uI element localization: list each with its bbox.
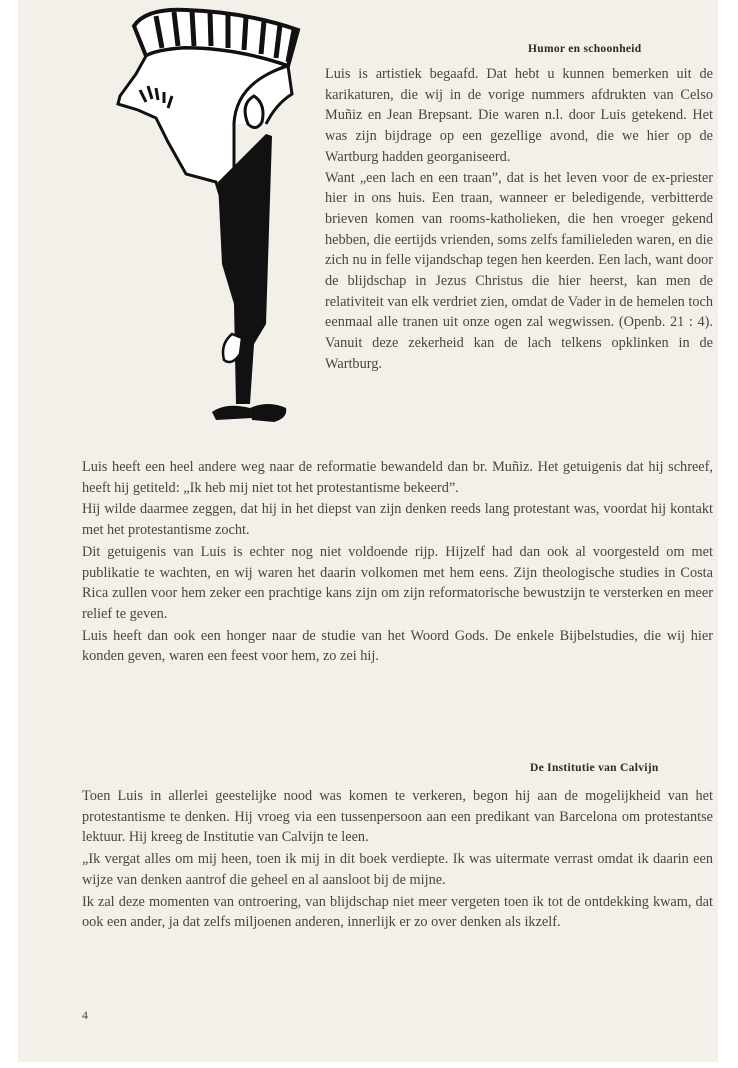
paragraph: Toen Luis in allerlei geestelijke nood was komen te verkeren, begon hij aan de mogelijkheid van het protestantisme te denken. Hij vroeg via een tussenpersoon aan een predikant van Barcelona om protestantse lektuur. Hij kreeg de Institutie van Calvijn te leen. (82, 788, 713, 846)
body-text-block-2 (82, 786, 713, 934)
caricature-drawing (116, 4, 316, 434)
page-number: 4 (82, 1008, 88, 1022)
paragraph: Ik zal deze momenten van ontroering, van blijdschap niet meer vergeten toen ik tot de ontdekking kwam, dat ook een ander, ja dat zelfs miljoenen anderen, innerlijk er zo over denken als ikzelf. (82, 893, 713, 931)
paragraph: „Ik vergat alles om mij heen, toen ik mij in dit boek verdiepte. Ik was uitermate verrast omdat ik daarin een wijze van denken aantrof die geheel en al aansloot bij de mijne. (82, 851, 713, 888)
paragraph: Want „een lach en een traan”, dat is het leven voor de ex-priester hier in ons huis. Een traan, wanneer er beledigende, verbitterde brieven komen van rooms-katholieken, die hen vroeger gekend hebben, die eertijds vrienden, soms zelfs familieleden waren, en die zich nu in felle vijandschap tegen hen keerden. Een lach, want door de blijdschap in Jezus Christus die hier heerst, kan men de relativiteit van elk verdriet zien, omdat de Vader in de hemelen toch eenmaal alle tranen uit onze ogen zal wegwissen. (Openb. 21 : 4). Vanuit deze zekerheid kan de lach telkens opklinken in de Wartburg. (325, 169, 713, 372)
paragraph: Luis heeft dan ook een honger naar de studie van het Woord Gods. De enkele Bijbelstudies, die wij hier konden geven, waren een feest voor hem, zo zei hij. (82, 627, 713, 665)
paragraph: Luis heeft een heel andere weg naar de reformatie bewandeld dan br. Muñiz. Het getuigenis dat hij schreef, heeft hij getiteld: „Ik heb mij niet tot het protestantisme bekeerd”. (82, 459, 713, 496)
paragraph: Dit getuigenis van Luis is echter nog niet voldoende rijp. Hijzelf had dan ook al voorgesteld om met publikatie te wachten, en wij waren het daarin volkomen met hem eens. Zijn theologische studies in Costa Rica zullen voor hem zeker een prachtige kans zijn om zijn reformatorische bewustzijn te versterken en meer relief te geven. (82, 543, 713, 622)
paragraph: Luis is artistiek begaafd. Dat hebt u kunnen bemerken uit de karikaturen, die wij in de vorige nummers afdrukten van Celso Muñiz en Jean Brepsant. Die waren n.l. door Luis getekend. Het was zijn bijdrage op een gezellige avond, die we hier op de Wartburg hadden georganiseerd. (325, 66, 713, 165)
magazine-page (18, 0, 718, 1062)
section-heading-humor: Humor en schoonheid (528, 43, 642, 55)
section-heading-institutie: De Institutie van Calvijn (530, 762, 659, 774)
column-text (325, 64, 713, 375)
body-text-block-1 (82, 457, 713, 668)
paragraph: Hij wilde daarmee zeggen, dat hij in het diepst van zijn denken reeds lang protestant was, voordat hij kontakt met het protestantisme zocht. (82, 501, 713, 539)
